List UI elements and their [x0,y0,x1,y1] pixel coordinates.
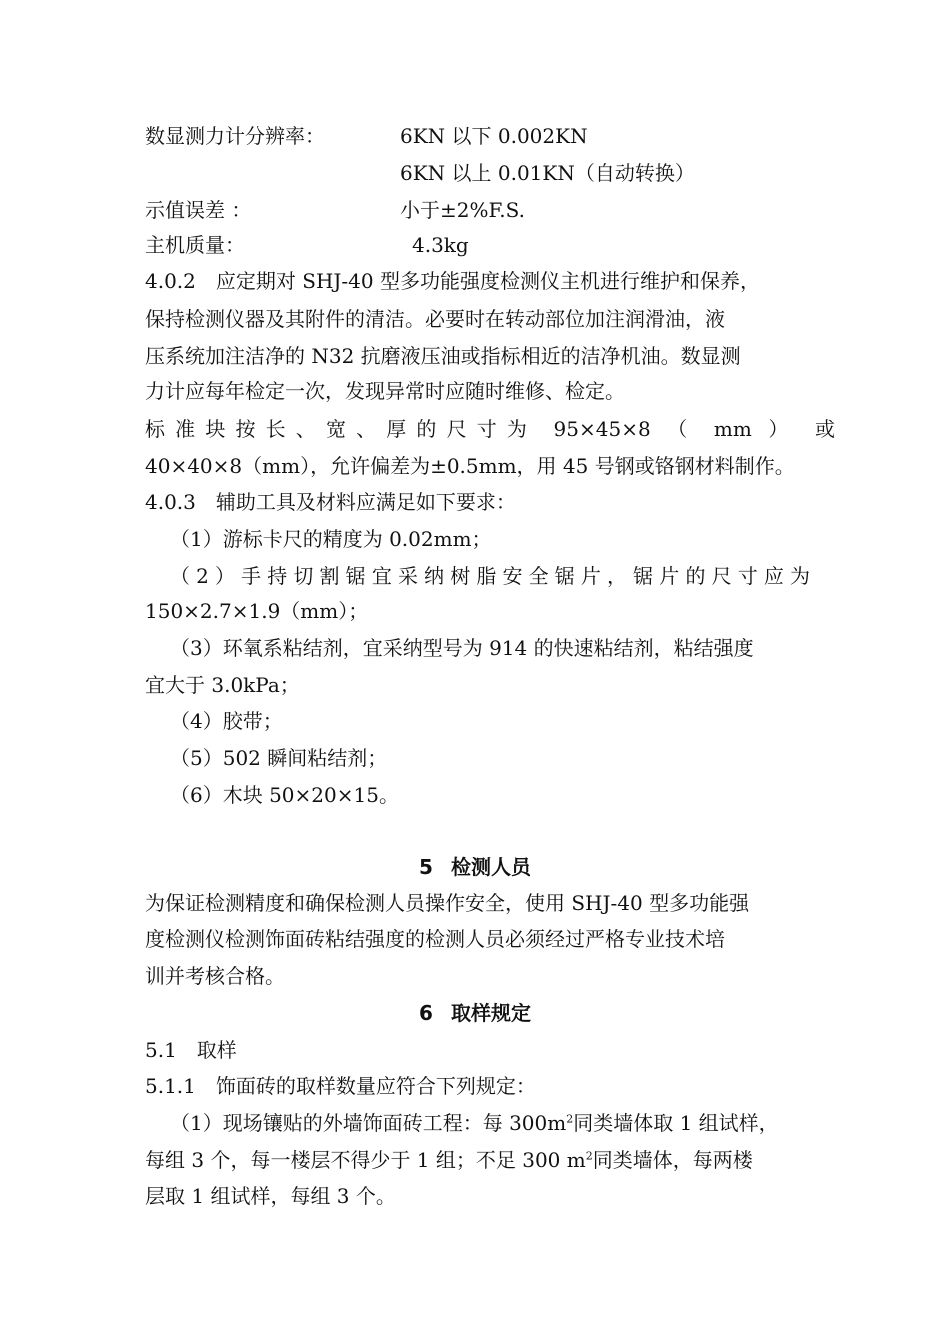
standard-block-line-1: 标准块按长、宽、厚的尺寸为 95×45×8 （ mm ） 或 [145,417,835,441]
sec-4-0-3-item-5: （5）502 瞬间粘结剂； [170,746,388,770]
section-6-item-1-line-1-a: （1）现场镶贴的外墙饰面砖工程：每 300m [170,1111,567,1135]
spec-resolution-value-1: 6KN 以下 0.002KN [400,124,588,148]
sec-4-0-2-line-2: 保持检测仪器及其附件的清洁。必要时在转动部位加注润滑油，液 [145,307,725,331]
section-6-item-1-line-2 [145,1143,835,1177]
section-6-item-1-line-2-b: 同类墙体，每两楼 [592,1148,753,1172]
section-6-item-1-line-3: 层取 1 组试样，每组 3 个。 [145,1184,396,1208]
sec-4-0-3-item-2-line-2: 150×2.7×1.9（mm）； [145,599,369,623]
sec-4-0-2-line-4: 力计应每年检定一次，发现异常时应随时维修、检定。 [145,379,625,403]
sec-4-0-2-line-3: 压系统加注洁净的 N32 抗磨液压油或指标相近的洁净机油。数显测 [145,344,741,368]
standard-block-line-2: 40×40×8（mm），允许偏差为±0.5mm，用 45 号钢或铬钢材料制作。 [145,454,795,478]
section-5-line-2: 度检测仪检测饰面砖粘结强度的检测人员必须经过严格专业技术培 [145,927,725,951]
spec-mass-label: 主机质量： [145,233,245,257]
section-6-number: 6 [419,1001,433,1025]
spec-mass-row [145,228,805,262]
section-6-heading [0,996,950,1030]
section-6-item-1-line-1 [170,1106,810,1140]
section-6-item-1-line-1-b: 同类墙体取 1 组试样， [573,1111,779,1135]
spec-error-label: 示值误差 ： [145,198,252,222]
spec-resolution-label: 数显测力计分辨率： [145,124,325,148]
subsection-5-1: 5.1 取样 [145,1038,237,1062]
section-6-item-1-line-2-a: 每组 3 个，每一楼层不得少于 1 组；不足 300 m [145,1148,586,1172]
sec-4-0-3-item-3-line-1: （3）环氧系粘结剂，宜采纳型号为 914 的快速粘结剂，粘结强度 [170,636,754,660]
spec-error-value: 小于±2%F.S. [400,198,525,222]
sec-4-0-3-item-4: （4）胶带； [170,709,283,733]
sec-4-0-3-item-6: （6）木块 50×20×15。 [170,783,399,807]
sec-4-0-3-item-3-line-2: 宜大于 3.0kPa； [145,673,300,697]
spec-error-row [145,193,805,227]
spec-mass-value: 4.3kg [412,233,469,257]
section-5-line-1: 为保证检测精度和确保检测人员操作安全，使用 SHJ-40 型多功能强 [145,891,750,915]
section-5-heading [0,850,950,884]
sec-4-0-3-item-2-line-1: （2）手持切割锯宜采纳树脂安全锯片，锯片的尺寸应为 [170,564,810,588]
subsection-5-1-1: 5.1.1 饰面砖的取样数量应符合下列规定： [145,1074,536,1098]
section-5-line-3: 训并考核合格。 [145,964,285,988]
superscript-2: 2 [566,1112,574,1126]
section-5-number: 5 [419,855,433,879]
section-5-title: 检测人员 [450,855,531,879]
superscript-2: 2 [585,1149,593,1163]
sec-4-0-2-line-1: 4.0.2 应定期对 SHJ-40 型多功能强度检测仪主机进行维护和保养， [145,269,760,293]
section-6-title: 取样规定 [450,1001,531,1025]
spec-resolution-value-2: 6KN 以上 0.01KN（自动转换） [400,161,695,185]
sec-4-0-3-item-1: （1）游标卡尺的精度为 0.02mm； [170,527,492,551]
spec-resolution-row [145,119,805,153]
sec-4-0-3-title: 4.0.3 辅助工具及材料应满足如下要求： [145,490,516,514]
